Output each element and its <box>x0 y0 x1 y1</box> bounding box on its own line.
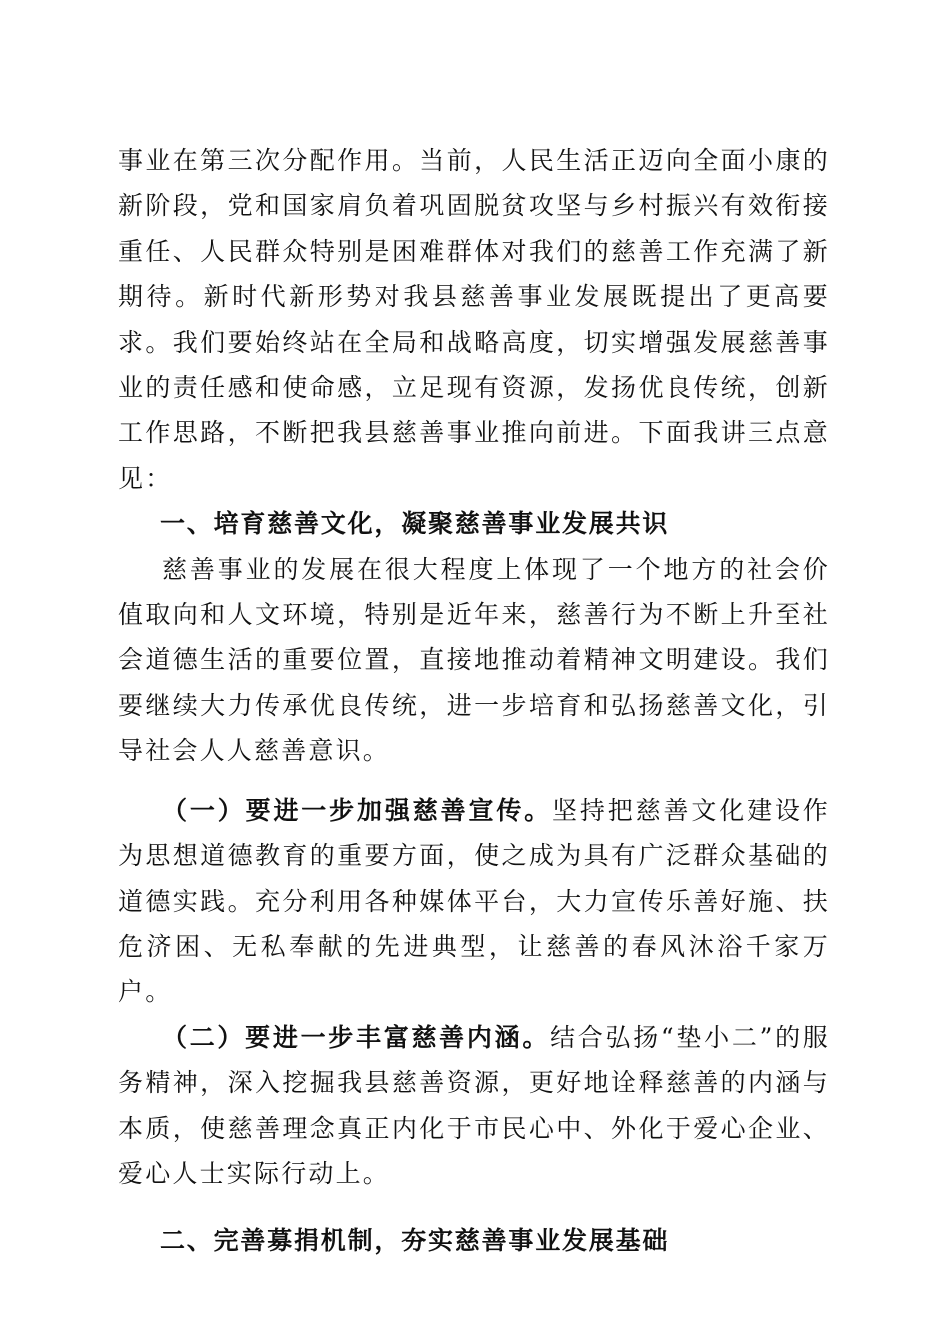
subsection-1-paragraph <box>118 788 830 1015</box>
document-body <box>118 138 830 1264</box>
subsection-2-paragraph <box>118 1015 830 1197</box>
section-1-paragraph: 慈善事业的发展在很大程度上体现了一个地方的社会价值取向和人文环境，特别是近年来，慈善行为不断上升至社会道德生活的重要位置，直接地推动着精神文明建设。我们要继续大力传承优良传统，进一步培育和弘扬慈善文化，引导社会人人慈善意识。 <box>118 554 830 766</box>
subsection-2-body: 结合弘扬“垫小二”的服务精神，深入挖掘我县慈善资源，更好地诠释慈善的内涵与本质，使慈善理念真正内化于市民心中、外化于爱心企业、爱心人士实际行动上。 <box>118 1022 831 1188</box>
subsection-2-title: （二）要进一步丰富慈善内涵。 <box>162 1022 551 1052</box>
section-heading-2: 二、完善募捐机制，夯实慈善事业发展基础 <box>160 1226 670 1256</box>
intro-paragraph: 事业在第三次分配作用。当前，人民生活正迈向全面小康的新阶段，党和国家肩负着巩固脱贫攻坚与乡村振兴有效衔接重任、人民群众特别是困难群体对我们的慈善工作充满了新期待。新时代新形势对我县慈善事业发展既提出了更高要求。我们要始终站在全局和战略高度，切实增强发展慈善事业的责任感和使命感，立足现有资源，发扬优良传统，创新工作思路，不断把我县慈善事业推向前进。下面我讲三点意见： <box>118 146 830 493</box>
subsection-1-body: 坚持把慈善文化建设作为思想道德教育的重要方面，使之成为具有广泛群众基础的道德实践。充分利用各种媒体平台，大力宣传乐善好施、扶危济困、无私奉献的先进典型，让慈善的春风沐浴千家万户。 <box>118 795 830 1007</box>
section-heading-1: 一、培育慈善文化，凝聚慈善事业发展共识 <box>160 509 670 539</box>
subsection-1-title: （一）要进一步加强慈善宣传。 <box>162 795 553 825</box>
